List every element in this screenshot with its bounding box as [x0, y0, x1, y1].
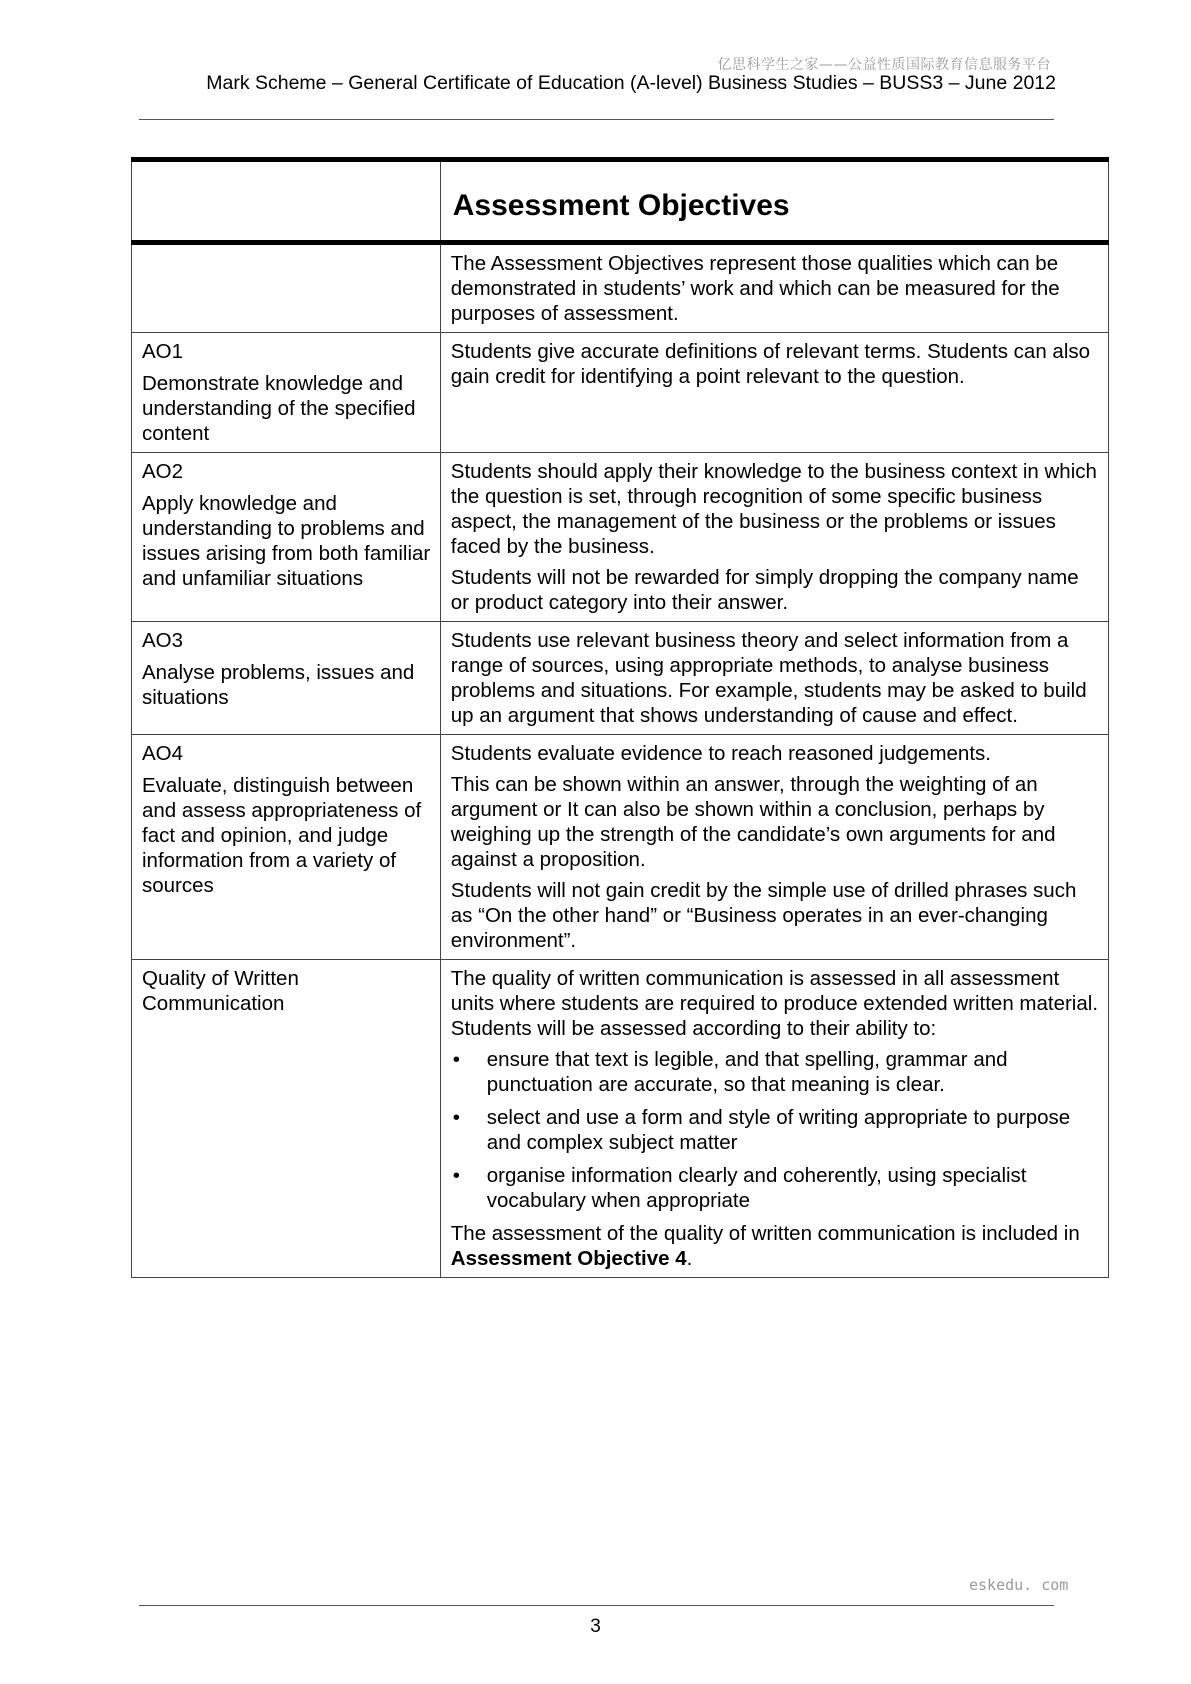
guidance-paragraph: This can be shown within an answer, through the weighting of an argument or It can also be shown within a conclusion, perhaps by weighing up the strength of the candidate’s own arguments for and against a proposition.: [450, 773, 1056, 871]
guidance-paragraph: Students evaluate evidence to reach reasoned judgements.: [450, 742, 991, 765]
table-header-row: [132, 160, 1109, 243]
header-rule: [139, 119, 1054, 120]
table-row-qwc: [132, 960, 1109, 1278]
qwc-closing-paragraph: [451, 1221, 1099, 1271]
guidance-paragraph: Students will not be rewarded for simply dropping the company name or product category into their answer.: [450, 566, 1079, 614]
table-row: [132, 243, 1109, 333]
objective-description: Evaluate, distinguish between and assess appropriateness of fact and opinion, and judge information from a variety of sources: [142, 774, 422, 897]
list-item: [451, 1047, 1099, 1097]
watermark-top: 亿思科学生之家——公益性质国际教育信息服务平台: [717, 57, 1051, 73]
objective-description: Apply knowledge and understanding to problems and issues arising from both familiar and unfamiliar situations: [142, 492, 431, 590]
list-item: [451, 1105, 1099, 1155]
bullet-icon: •: [452, 1164, 460, 1187]
table-row-ao4: [132, 735, 1109, 960]
table-row-ao2: [132, 453, 1109, 622]
running-header: Mark Scheme – General Certificate of Education (A-level) Business Studies – BUSS3 – June 2012: [206, 72, 1056, 94]
objective-cell: [132, 453, 441, 622]
closing-emphasis: Assessment Objective 4: [450, 1247, 687, 1270]
objective-cell: [132, 735, 441, 960]
guidance-cell: [440, 453, 1108, 622]
objective-code: AO2: [142, 460, 184, 483]
qwc-bullet-list: [451, 1047, 1099, 1213]
guidance-paragraph: Students give accurate definitions of relevant terms. Students can also gain credit for identifying a point relevant to the question.: [450, 340, 1091, 388]
objective-description: Analyse problems, issues and situations: [142, 661, 415, 709]
intro-text: The Assessment Objectives represent those qualities which can be demonstrated in students’ work and which can be measured for the purposes of assessment.: [440, 243, 1108, 333]
table-title: Assessment Objectives: [440, 160, 1108, 243]
guidance-paragraph: Students use relevant business theory and select information from a range of sources, using appropriate methods, to analyse business problems and situations. For example, students may be asked to build up an argument that shows understanding of cause and effect.: [450, 629, 1087, 727]
bullet-icon: •: [452, 1106, 460, 1129]
objective-code: AO1: [142, 340, 184, 363]
watermark-bottom: eskedu. com: [969, 1576, 1069, 1594]
assessment-objectives-table: [131, 157, 1109, 1278]
table-row-ao1: [132, 333, 1109, 453]
guidance-cell: [440, 735, 1108, 960]
list-item-text: ensure that text is legible, and that spelling, grammar and punctuation are accurate, so that meaning is clear.: [486, 1048, 1008, 1096]
guidance-paragraph: Students will not gain credit by the simple use of drilled phrases such as “On the other hand” or “Business operates in an ever-changing environment”.: [450, 879, 1077, 952]
intro-empty-cell: [132, 243, 441, 333]
bullet-icon: •: [452, 1048, 460, 1071]
objective-cell: [132, 622, 441, 735]
page-number: 3: [590, 1616, 601, 1637]
guidance-paragraph: The quality of written communication is assessed in all assessment units where students are required to produce extended written material. Students will be assessed according to their ability to:: [450, 967, 1099, 1040]
list-item-text: select and use a form and style of writing appropriate to purpose and complex subject matter: [486, 1106, 1071, 1154]
list-item: [451, 1163, 1099, 1213]
guidance-paragraph: Students should apply their knowledge to the business context in which the question is set, through recognition of some specific business aspect, the management of the business or the problems or issues faced by the business.: [450, 460, 1097, 558]
guidance-cell: [440, 622, 1108, 735]
guidance-cell: [440, 333, 1108, 453]
qwc-label: Quality of Written Communication: [142, 967, 299, 1015]
list-item-text: organise information clearly and coherently, using specialist vocabulary when appropriate: [486, 1164, 1027, 1212]
guidance-cell: [440, 960, 1108, 1278]
header-empty-cell: [132, 160, 441, 243]
closing-suffix: .: [686, 1247, 693, 1270]
footer-rule: [139, 1605, 1054, 1606]
objective-description: Demonstrate knowledge and understanding of the specified content: [142, 372, 416, 445]
objective-code: AO4: [142, 742, 184, 765]
closing-text: The assessment of the quality of written communication is included in: [450, 1222, 1080, 1245]
table-row-ao3: [132, 622, 1109, 735]
objective-code: AO3: [142, 629, 184, 652]
objective-cell: [132, 960, 441, 1278]
objective-cell: [132, 333, 441, 453]
